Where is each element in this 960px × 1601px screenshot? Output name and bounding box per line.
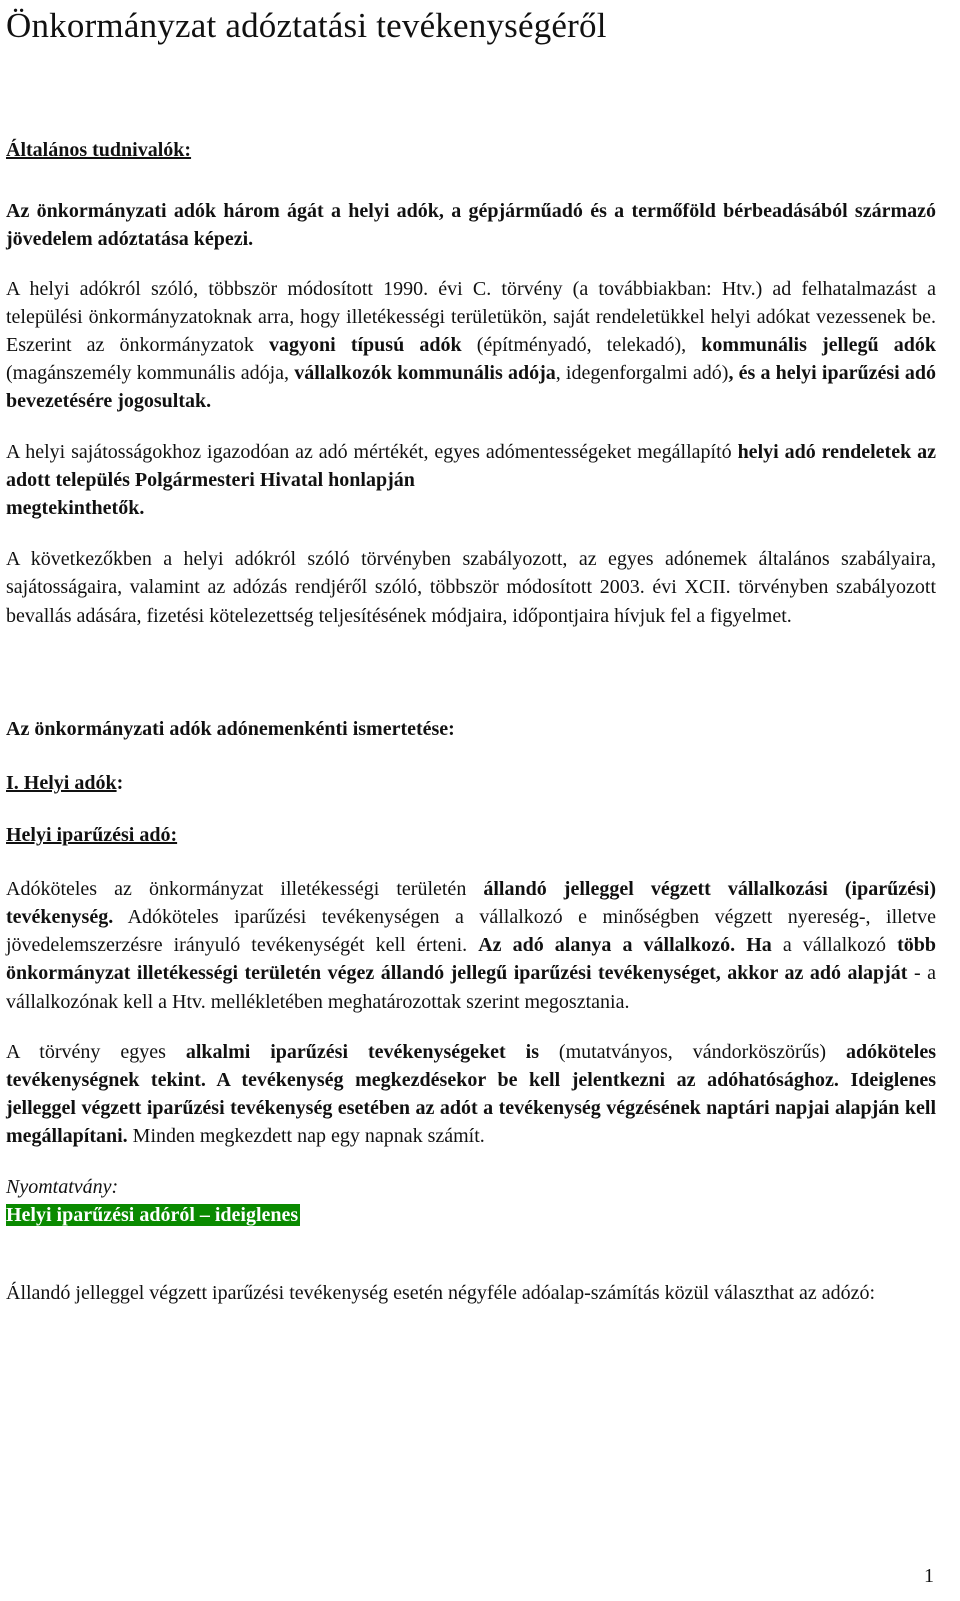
p6-text-e: Minden megkezdett nap egy napnak számít. (127, 1125, 485, 1148)
p5-bold-b: állandó jelleggel végzett vállalkozási (iparűzési) tevékenység. (6, 877, 936, 929)
p5-text-a: Adóköteles az önkormányzat illetékességi területén (6, 877, 484, 900)
general-heading (6, 136, 936, 164)
p2-text-a: A helyi adókról szóló, többször módosított 1990. évi C. törvény (a továbbiakban: Htv.) ad felhatalmazást a települési önkormányzatoknak arra, hogy illetékességi területükön, saját rendeletükkel helyi adókat vezessenek be. Eszerint az önkormányzatok (6, 277, 936, 357)
paragraph-local-rules (6, 438, 936, 523)
p3-bold-b: helyi adó rendeletek az adott település Polgármesteri Hivatal honlapján (6, 440, 936, 491)
sub-heading-business-tax-text: Helyi iparűzési adó: (6, 823, 178, 846)
form-link-temporary-business-tax[interactable]: Helyi iparűzési adóról – ideiglenes (6, 1203, 299, 1226)
section-local-taxes (6, 769, 936, 797)
paragraph-htv (6, 275, 936, 416)
p2-text-e: (magánszemély kommunális adója, (6, 362, 295, 385)
p6-bold-b: alkalmi iparűzési tevékenységeket is (185, 1040, 539, 1063)
p5-text-g: - a vállalkozónak kell a Htv. mellékletében meghatározottak szerint megosztania. (6, 962, 936, 1013)
section-local-taxes-colon: : (116, 771, 124, 794)
form-link-line (6, 1201, 936, 1229)
p2-text-g: , idegenforgalmi adó) (555, 362, 729, 385)
paragraph-occasional-activity (6, 1038, 936, 1151)
p2-bold-f: vállalkozók kommunális adója (294, 362, 556, 385)
paragraph-taxable-activity (6, 875, 936, 1016)
p5-bold-f: több önkormányzat illetékességi területén végez állandó jellegű iparűzési tevékenységet, akkor az adó alapját (6, 934, 936, 985)
p6-text-c: (mutatványos, vándorköszörűs) (538, 1040, 846, 1063)
p2-bold-d: kommunális jellegű adók (701, 334, 937, 357)
section-local-taxes-label: I. Helyi adók (6, 771, 117, 794)
p3-text-a: A helyi sajátosságokhoz igazodóan az adó mértékét, egyes adómentességeket megállapító (6, 440, 738, 463)
p5-bold-d: Az adó alanya a vállalkozó. Ha (478, 934, 772, 957)
page-number: 1 (924, 1565, 934, 1587)
p2-bold-h: , és a helyi iparűzési adó bevezetésére jogosultak. (6, 362, 936, 413)
p6-bold-d: adóköteles tevékenységnek tekint. A tevékenység megkezdésekor be kell jelentkezni az adóhatósághoz. Ideiglenes jelleggel végzett iparűzési tevékenység esetében az adót a tevékenység végzésének naptári napjai alapján kell megállapítani. (6, 1040, 936, 1148)
form-label: Nyomtatvány: (6, 1175, 119, 1198)
overview-heading: Az önkormányzati adók adónemenkénti ismertetése: (6, 717, 455, 740)
p5-text-e: a vállalkozó (771, 934, 898, 957)
document-page (6, 0, 936, 1307)
paragraph-permanent-activity: Állandó jelleggel végzett iparűzési tevékenység esetén négyféle adóalap-számítás közül választhat az adózó: (6, 1282, 876, 1305)
page-title: Önkormányzat adóztatási tevékenységéről (6, 6, 607, 45)
general-heading-text: Általános tudnivalók: (6, 139, 192, 161)
p2-text-c: (építményadó, telekadó), (461, 334, 702, 357)
paragraph-tax-branches: Az önkormányzati adók három ágát a helyi adók, a gépjárműadó és a termőföld bérbeadásából származó jövedelem adóztatása képezi. (6, 200, 936, 251)
p3-bold-c: megtekinthetők. (6, 497, 145, 520)
sub-heading-business-tax (6, 821, 936, 849)
p2-bold-b: vagyoni típusú adók (269, 334, 462, 357)
p5-text-c: Adóköteles iparűzési tevékenységen a vállalkozó e minőségben végzett nyereség-, illetve jövedelemszerzésre irányuló tevékenységét kell érteni. (6, 906, 936, 957)
p6-text-a: A törvény egyes (6, 1040, 186, 1063)
paragraph-following: A következőkben a helyi adókról szóló törvényben szabályozott, az egyes adónemek általános szabályaira, sajátosságaira, valamint az adózás rendjéről szóló, többször módosított 2003. évi XCII. törvényben szabályozott bevallás adására, fizetési kötelezettség teljesítésének módjaira, időpontjaira hívjuk fel a figyelmet. (6, 548, 936, 627)
